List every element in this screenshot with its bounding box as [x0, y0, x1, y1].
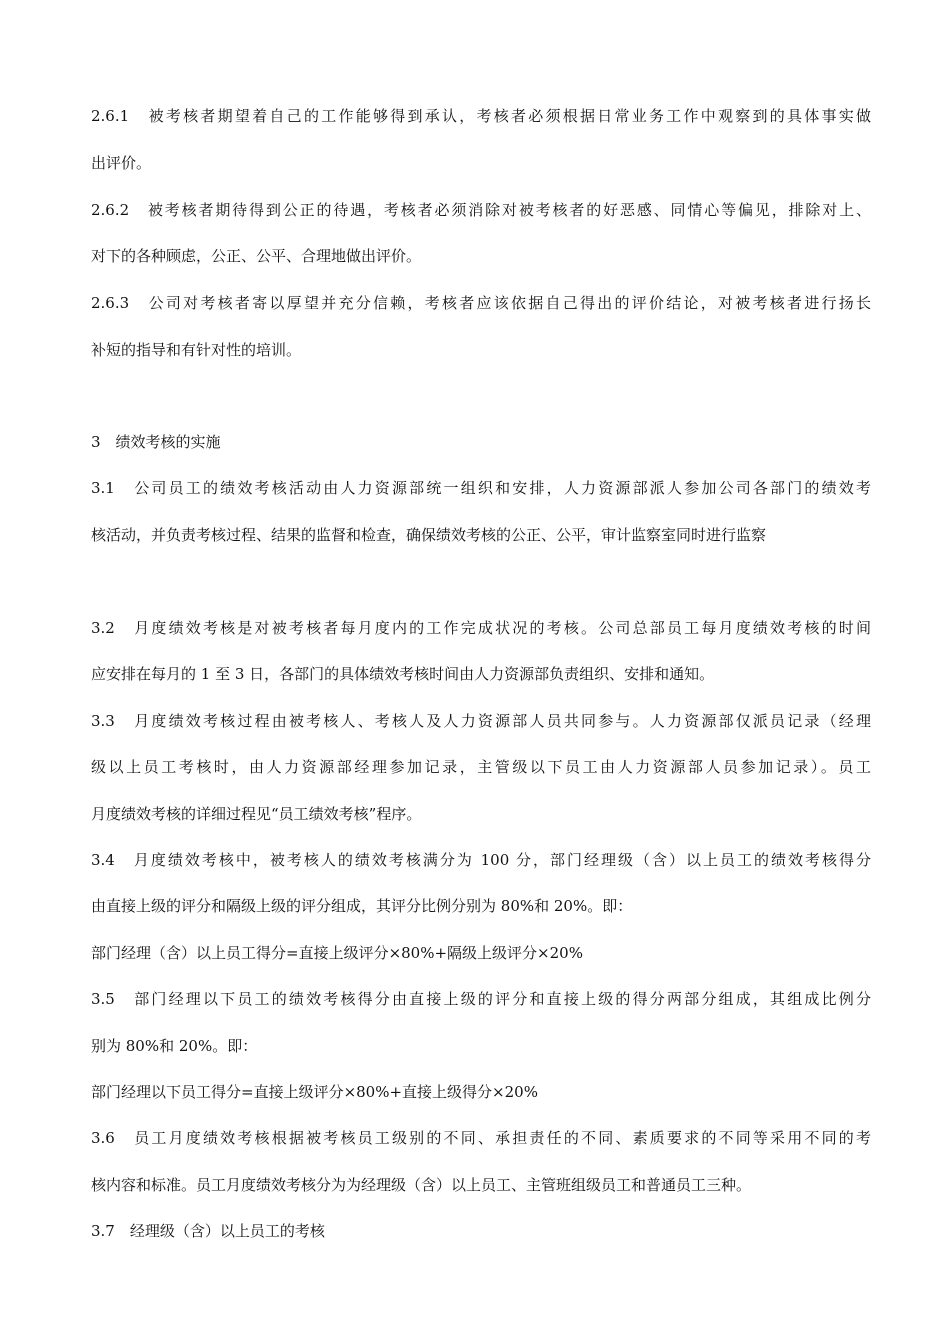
section-3-7-heading: 3.7 经理级（含）以上员工的考核	[91, 1222, 325, 1240]
paragraph-2-6-1-line-1: 2.6.1 被考核者期望着自己的工作能够得到承认，考核者必须根据日常业务工作中观察到的具体事实做	[91, 107, 871, 125]
paragraph-3-3-line-3: 月度绩效考核的详细过程见“员工绩效考核”程序。	[91, 805, 422, 823]
paragraph-3-4-line-1: 3.4 月度绩效考核中，被考核人的绩效考核满分为 100 分，部门经理级（含）以上员工的绩效考核得分	[91, 851, 871, 869]
paragraph-3-1-line-2: 核活动，并负责考核过程、结果的监督和检查，确保绩效考核的公正、公平，审计监察室同时进行监察	[91, 526, 767, 544]
paragraph-3-6-line-1: 3.6 员工月度绩效考核根据被考核员工级别的不同、承担责任的不同、素质要求的不同等采用不同的考	[91, 1129, 871, 1147]
paragraph-3-3-line-2: 级以上员工考核时，由人力资源部经理参加记录，主管级以下员工由人力资源部人员参加记录）。员工	[91, 758, 871, 776]
paragraph-3-5-line-2: 别为 80%和 20%。即：	[91, 1037, 258, 1055]
formula-below-manager: 部门经理以下员工得分=直接上级评分×80%+直接上级得分×20%	[91, 1083, 538, 1101]
paragraph-3-3-line-1: 3.3 月度绩效考核过程由被考核人、考核人及人力资源部人员共同参与。人力资源部仅派员记录（经理	[91, 712, 871, 730]
paragraph-3-2-line-1: 3.2 月度绩效考核是对被考核者每月度内的工作完成状况的考核。公司总部员工每月度绩效考核的时间	[91, 619, 871, 637]
paragraph-2-6-1-line-2: 出评价。	[91, 154, 152, 172]
paragraph-3-2-line-2: 应安排在每月的 1 至 3 日，各部门的具体绩效考核时间由人力资源部负责组织、安排和通知。	[91, 665, 715, 683]
paragraph-2-6-3-line-1: 2.6.3 公司对考核者寄以厚望并充分信赖，考核者应该依据自己得出的评价结论，对被考核者进行扬长	[91, 294, 871, 312]
paragraph-3-1-line-1: 3.1 公司员工的绩效考核活动由人力资源部统一组织和安排，人力资源部派人参加公司各部门的绩效考	[91, 479, 871, 497]
paragraph-2-6-2-line-2: 对下的各种顾虑，公正、公平、合理地做出评价。	[91, 247, 422, 265]
paragraph-2-6-3-line-2: 补短的指导和有针对性的培训。	[91, 341, 302, 359]
paragraph-2-6-2-line-1: 2.6.2 被考核者期待得到公正的待遇，考核者必须消除对被考核者的好恶感、同情心等偏见，排除对上、	[91, 201, 871, 219]
formula-manager-and-above: 部门经理（含）以上员工得分=直接上级评分×80%+隔级上级评分×20%	[91, 944, 583, 962]
paragraph-3-5-line-1: 3.5 部门经理以下员工的绩效考核得分由直接上级的评分和直接上级的得分两部分组成，其组成比例分	[91, 990, 871, 1008]
paragraph-3-6-line-2: 核内容和标准。员工月度绩效考核分为为经理级（含）以上员工、主管班组级员工和普通员工三种。	[91, 1176, 752, 1194]
section-3-heading: 3 绩效考核的实施	[91, 433, 221, 451]
paragraph-3-4-line-2: 由直接上级的评分和隔级上级的评分组成，其评分比例分别为 80%和 20%。即：	[91, 897, 633, 915]
